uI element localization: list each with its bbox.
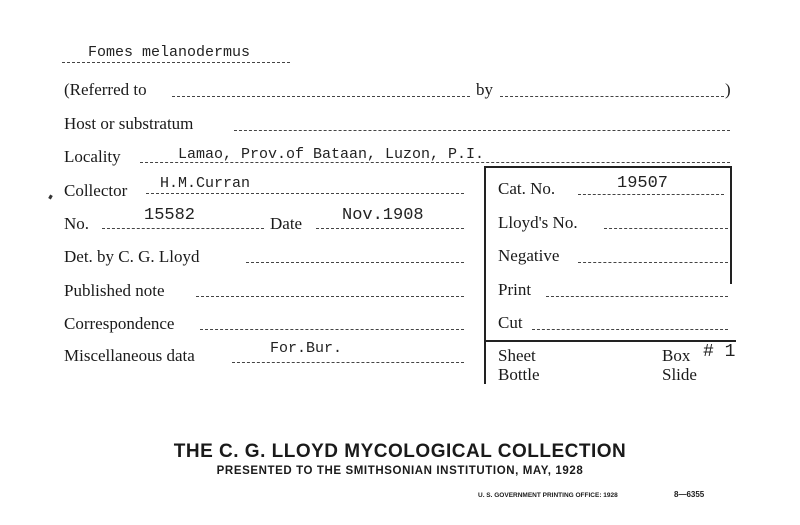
collection-title: THE C. G. LLOYD MYCOLOGICAL COLLECTION (173, 441, 627, 462)
date-line (316, 228, 464, 229)
catalog-box-top (484, 166, 732, 168)
negative-line (578, 262, 728, 263)
locality-label: Locality (64, 147, 121, 166)
box-value: # 1 (703, 342, 736, 362)
published-note-label: Published note (64, 281, 165, 300)
cut-line (532, 329, 728, 330)
published-note-line (196, 296, 464, 297)
cat-no-value: 19507 (617, 174, 669, 193)
cat-no-label: Cat. No. (498, 179, 556, 198)
catalog-box-divider (484, 340, 736, 342)
cat-no-line (578, 194, 724, 195)
collector-line (146, 193, 464, 194)
det-by-label: Det. by C. G. Lloyd (64, 247, 200, 266)
misc-data-line (232, 362, 464, 363)
pen-mark (48, 195, 53, 200)
slide-label: Slide (662, 365, 697, 384)
referred-to-line (172, 96, 470, 97)
print-line (546, 296, 728, 297)
collector-label: Collector (64, 181, 128, 200)
catalog-box-right (730, 166, 732, 284)
referred-to-label: (Referred to (64, 80, 147, 99)
det-by-line (246, 262, 464, 263)
no-label: No. (64, 214, 90, 233)
locality-value: Lamao, Prov.of Bataan, Luzon, P.I. (178, 146, 485, 163)
no-line (102, 228, 264, 229)
presented-subtitle: PRESENTED TO THE SMITHSONIAN INSTITUTION, MAY, 1928 (216, 465, 584, 477)
sheet-label: Sheet (498, 346, 536, 365)
host-label: Host or substratum (64, 114, 194, 133)
form-code: 8—6355 (674, 490, 705, 499)
bottle-label: Bottle (498, 365, 540, 384)
date-label: Date (270, 214, 303, 233)
negative-label: Negative (498, 246, 560, 265)
by-line (500, 96, 724, 97)
correspondence-line (200, 329, 464, 330)
lloyds-no-line (604, 228, 728, 229)
box-label: Box (662, 346, 691, 365)
collector-value: H.M.Curran (160, 175, 251, 192)
correspondence-label: Correspondence (64, 314, 175, 333)
misc-data-label: Miscellaneous data (64, 346, 195, 365)
by-label: by (476, 80, 493, 99)
date-value: Nov.1908 (342, 206, 424, 225)
cut-label: Cut (498, 313, 523, 332)
no-value: 15582 (144, 206, 196, 225)
species-name: Fomes melanodermus (88, 44, 251, 61)
misc-data-value: For.Bur. (270, 340, 343, 357)
close-paren: ) (725, 80, 731, 99)
print-label: Print (498, 280, 532, 299)
host-line (234, 130, 730, 131)
lloyds-no-label: Lloyd's No. (498, 213, 578, 232)
species-line (62, 62, 290, 63)
printing-office-note: U. S. GOVERNMENT PRINTING OFFICE: 1928 (478, 492, 618, 499)
catalog-box-left (484, 166, 486, 384)
